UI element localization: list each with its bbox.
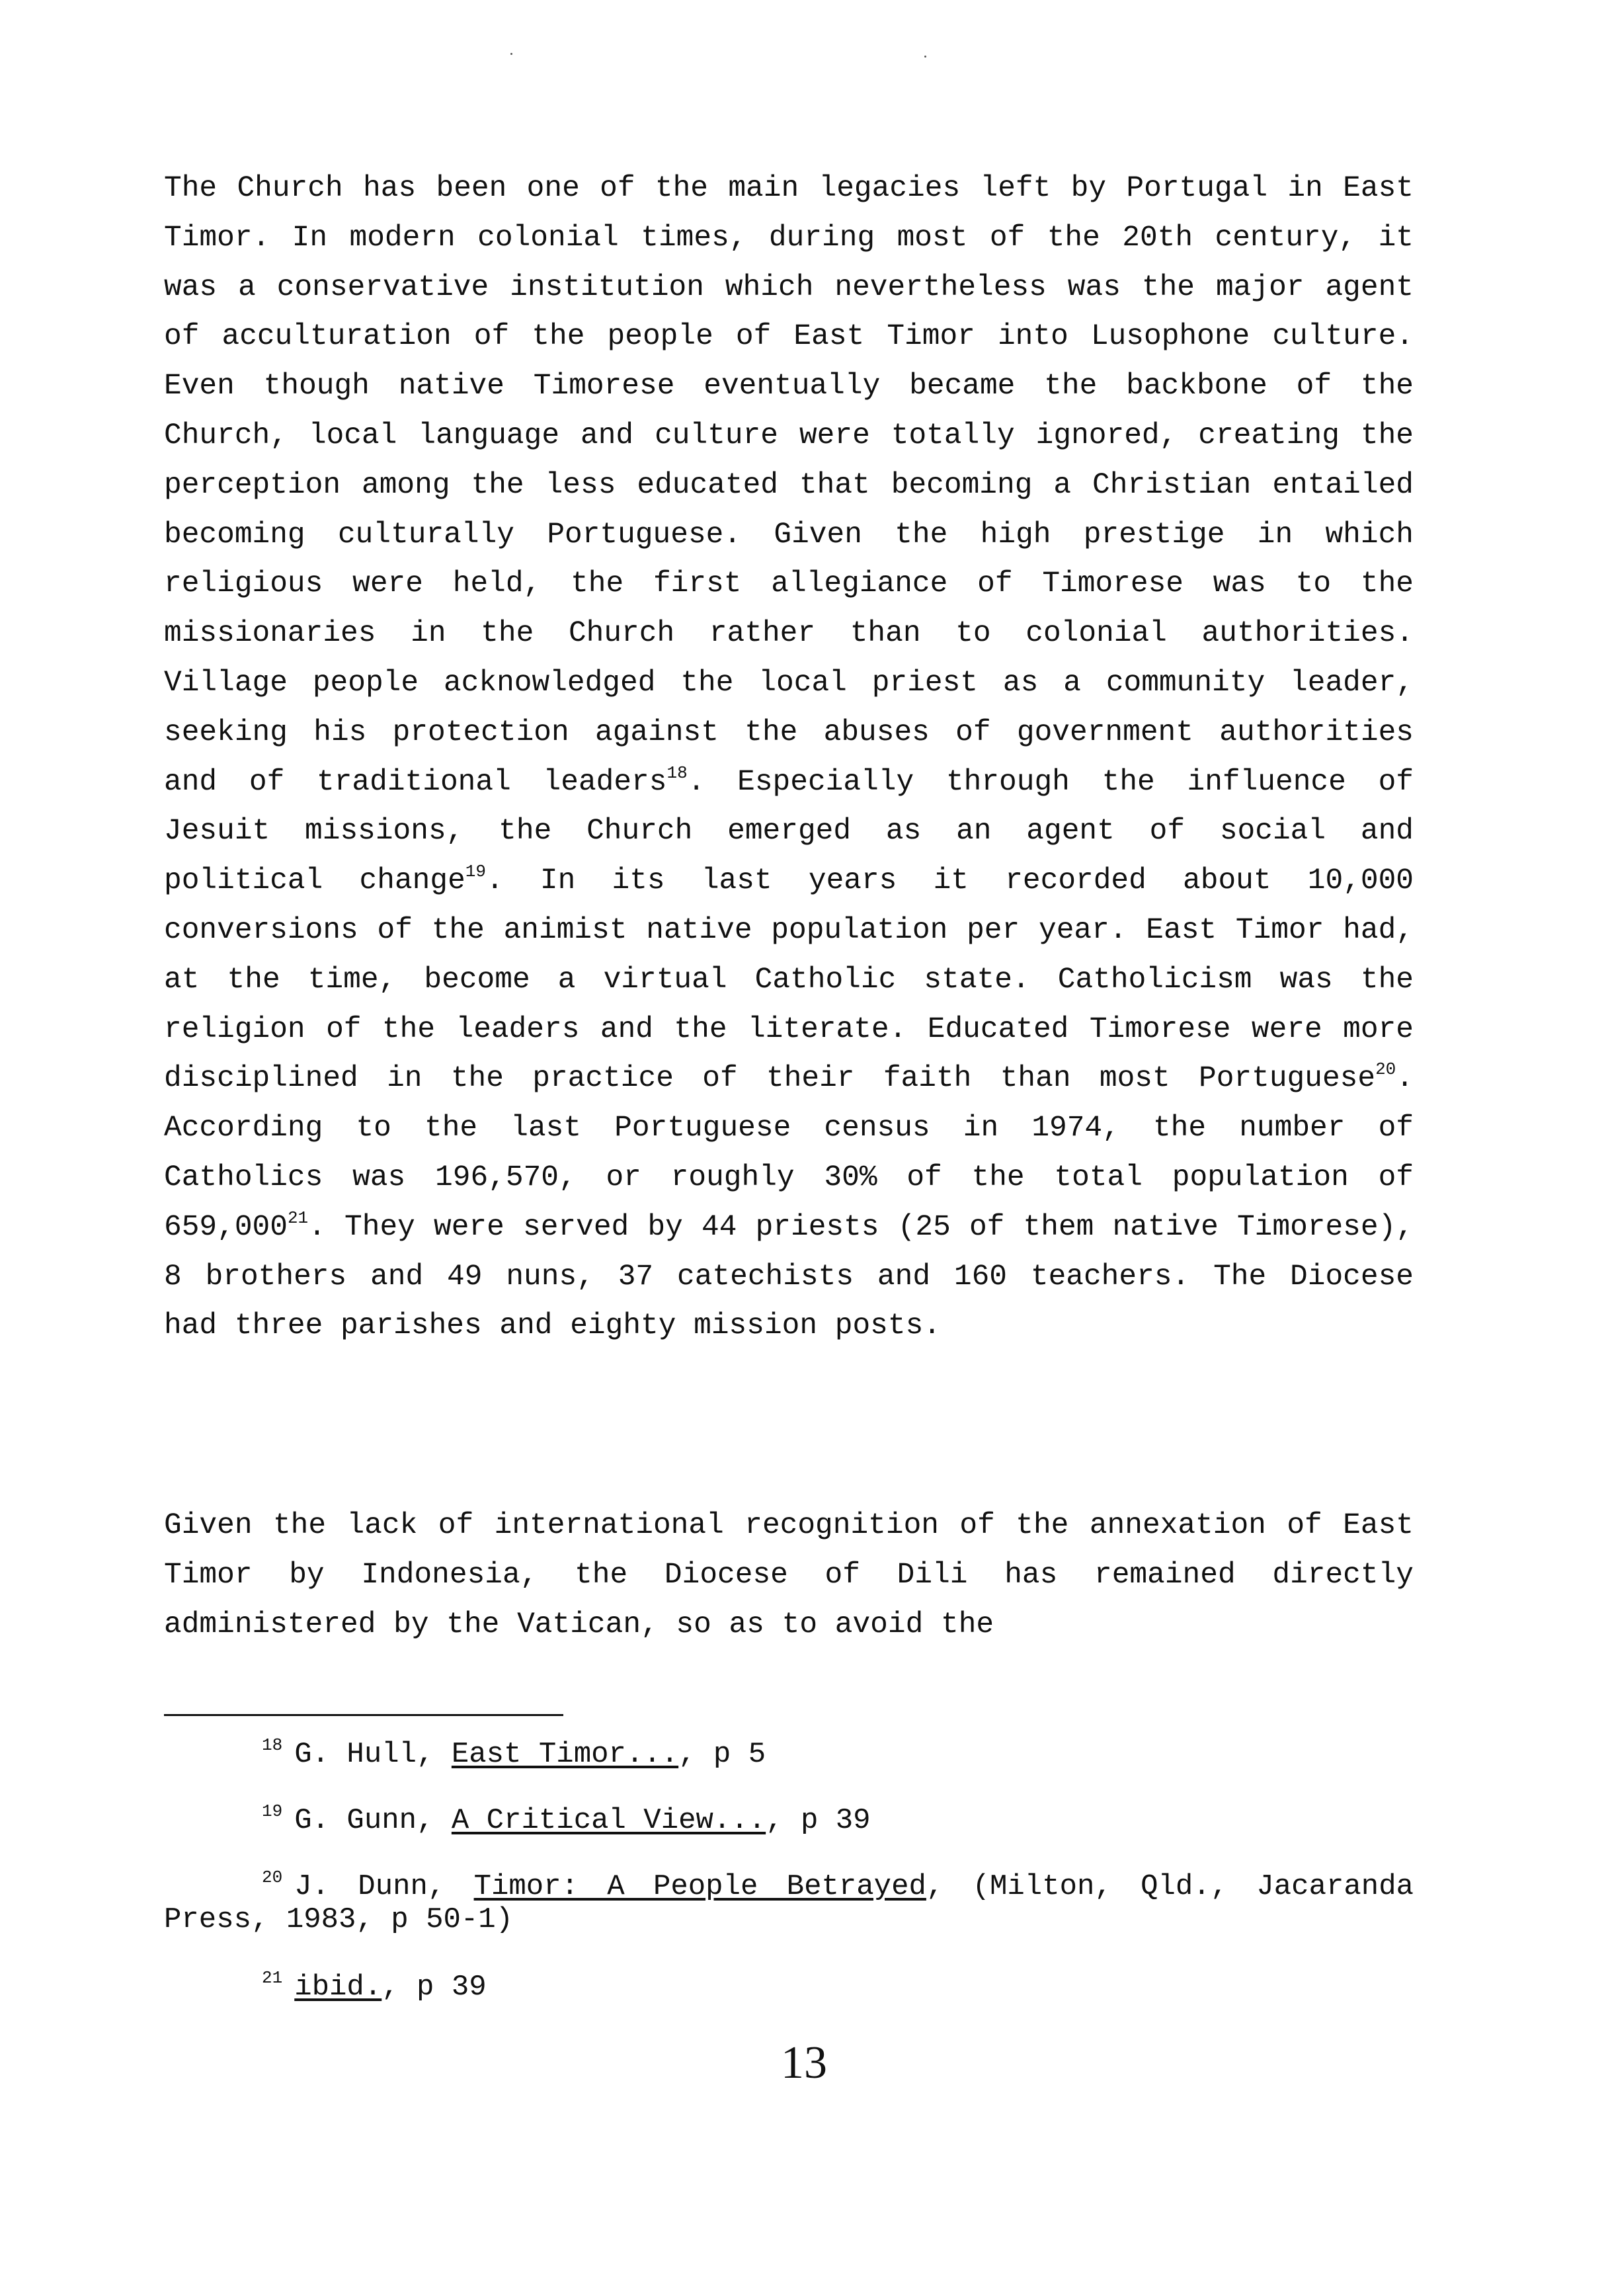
- footnote-page: , p 39: [382, 1971, 487, 2004]
- footnote-ref-18[interactable]: 18: [666, 762, 688, 783]
- footnote-19: [164, 1801, 1414, 1837]
- footnote-source-title: Timor: A People Betrayed: [473, 1870, 926, 1903]
- footnote-ref-19[interactable]: 19: [465, 862, 486, 882]
- footnote-18: [164, 1735, 1414, 1771]
- page-number: 13: [781, 2037, 827, 2088]
- body-paragraph-1: [164, 164, 1414, 1351]
- para-text: . Especially through the influence of Jesuit missions, the Church emerged as an agent of social and political change: [164, 765, 1414, 898]
- footnote-author: G. Hull,: [294, 1738, 452, 1771]
- footnote-number: 18: [262, 1735, 283, 1755]
- footnote-page: , p 5: [678, 1738, 766, 1771]
- footnote-author: G. Gunn,: [294, 1804, 452, 1837]
- body-paragraph-2: Given the lack of international recognition of the annexation of East Timor by Indonesia, the Diocese of Dili has remained directly administered by the Vatican, so as to avoid the: [164, 1509, 1414, 1641]
- footnote-ref-21[interactable]: 21: [287, 1208, 309, 1228]
- footnote-20: [164, 1867, 1414, 1936]
- footnote-21: [164, 1968, 1414, 2004]
- para-text: The Church has been one of the main legacies left by Portugal in East Timor. In modern colonial times, during most of the 20th century, it was a conservative institution which nevertheless was the major agent of acculturation of the people of East Timor into Lusophone culture. Even though native Timorese eventually became the backbone of the Church, local language and culture were totally ignored, creating the perception among the less educated that becoming a Christian entailed becoming culturally Portuguese. Given the high prestige in which religious were held, the first allegiance of Timorese was to the missionaries in the Church rather than to colonial authorities. Village people acknowledged the local priest as a community leader, seeking his protection against the abuses of government authorities and of traditional leaders: [164, 172, 1414, 799]
- footnote-source-title: A Critical View...: [451, 1804, 766, 1837]
- footnote-number: 19: [262, 1801, 283, 1821]
- scan-speck: [924, 56, 926, 58]
- scan-speck: [510, 53, 512, 55]
- footnote-number: 20: [262, 1867, 283, 1887]
- footnote-separator: [164, 1714, 563, 1716]
- para-text: . According to the last Portuguese census in 1974, the number of Catholics was 196,570, or roughly 30% of the total population of 659,000: [164, 1062, 1414, 1244]
- footnote-ref-20[interactable]: 20: [1375, 1059, 1396, 1080]
- footnote-number: 21: [262, 1968, 283, 1988]
- footnote-source-title: ibid.: [294, 1971, 382, 2004]
- para-text: . In its last years it recorded about 10,000 conversions of the animist native population per year. East Timor had, at the time, become a virtual Catholic state. Catholicism was the religion of the leaders and the literate. Educated Timorese were more disciplined in the practice of their faith than most Portuguese: [164, 864, 1414, 1096]
- footnote-page: , (Milton, Qld., Jacaranda Press, 1983, p 50-1): [164, 1870, 1414, 1936]
- footnote-author: J. Dunn,: [294, 1870, 474, 1903]
- footnote-source-title: East Timor...: [451, 1738, 679, 1771]
- footnote-page: , p 39: [766, 1804, 871, 1837]
- para-text: . They were served by 44 priests (25 of them native Timorese), 8 brothers and 49 nuns, 37 catechists and 160 teachers. The Diocese had three parishes and eighty mission posts.: [164, 1210, 1414, 1343]
